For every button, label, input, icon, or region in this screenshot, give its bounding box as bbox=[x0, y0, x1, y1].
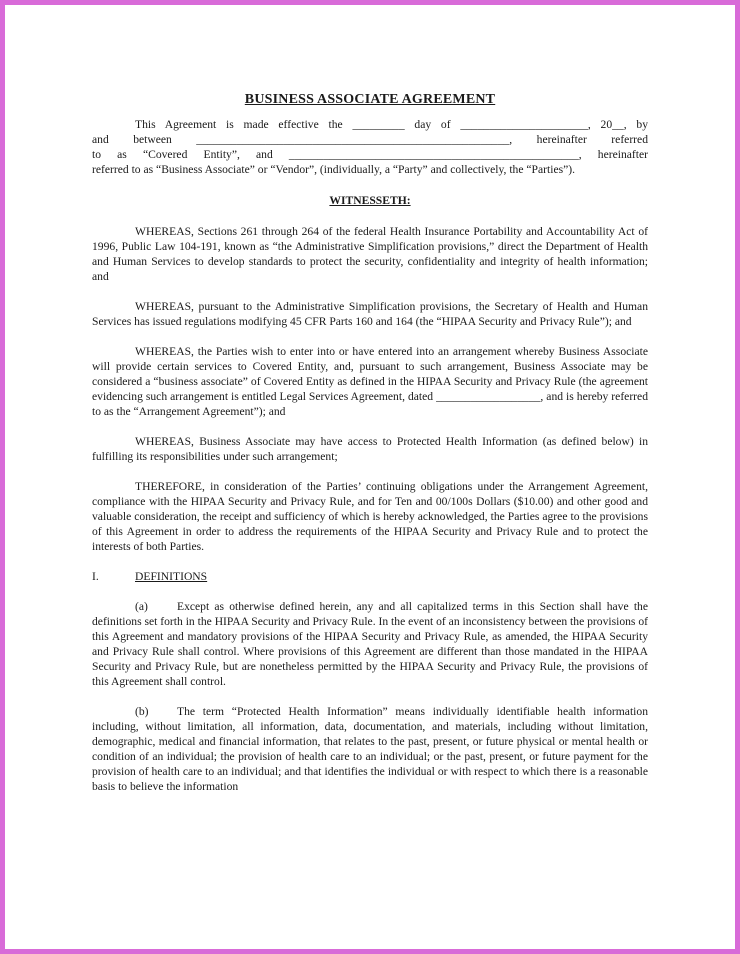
section-heading-definitions bbox=[92, 569, 648, 584]
intro-line-2: and between ______________________________________________________, hereinafter referred bbox=[92, 133, 648, 146]
intro-line-3: to as “Covered Entity”, and __________________________________________________, hereinafter bbox=[92, 148, 648, 161]
therefore-paragraph: THEREFORE, in consideration of the Parties’ continuing obligations under the Arrangement Agreement, compliance with the HIPAA Security and Privacy Rule, and for Ten and 00/100s Dollars ($10.00) and other good and valuable consideration, the receipt and sufficiency of which is hereby acknowledged, the Parties agree to the provisions of this Agreement in order to address the requirements of the HIPAA Security and Privacy Rule and to protect the interests of both Parties. bbox=[92, 480, 648, 553]
definition-b bbox=[92, 704, 648, 794]
definition-a-label: (a) bbox=[135, 600, 148, 613]
whereas-paragraph-1: WHEREAS, Sections 261 through 264 of the federal Health Insurance Portability and Accountability Act of 1996, Public Law 104-191, known as “the Administrative Simplification provisions,” direct the Department of Health and Human Services to develop standards to protect the security, confidentiality and integrity of health information; and bbox=[92, 225, 648, 283]
definition-b-label: (b) bbox=[135, 705, 149, 718]
intro-paragraph bbox=[92, 117, 648, 177]
whereas-paragraph-4: WHEREAS, Business Associate may have access to Protected Health Information (as defined below) in fulfilling its responsibilities under such arrangement; bbox=[92, 435, 648, 463]
document-page bbox=[92, 92, 648, 794]
section-title: DEFINITIONS bbox=[135, 570, 208, 583]
document-title: BUSINESS ASSOCIATE AGREEMENT bbox=[244, 92, 496, 107]
intro-line-4: referred to as “Business Associate” or “Vendor”, (individually, a “Party” and collectively, the “Parties”). bbox=[92, 163, 576, 176]
witnesseth-heading: WITNESSETH: bbox=[329, 194, 411, 207]
definition-a bbox=[92, 599, 648, 689]
whereas-paragraph-3: WHEREAS, the Parties wish to enter into or have entered into an arrangement whereby Business Associate will provide certain services to Covered Entity, and, pursuant to such arrangement, Business Associate may be considered a “business associate” of Covered Entity as defined in the HIPAA Security and Privacy Rule (the agreement evidencing such arrangement is entitled Legal Services Agreement, dated __________________, and is hereby referred to as the “Arrangement Agreement”); and bbox=[92, 345, 648, 418]
intro-line-1: This Agreement is made effective the _________ day of ______________________, 20__, by bbox=[135, 118, 648, 131]
definition-b-text: The term “Protected Health Information” means individually identifiable health information including, without limitation, all information, data, documentation, and materials, including without limitation, demographic, medical and financial information, that relates to the past, present, or future physical or mental health or condition of an individual; the provision of health care to an individual; or the past, present, or future payment for the provision of health care to an individual; and that identifies the individual or with respect to which there is a reasonable basis to believe the information bbox=[92, 705, 648, 793]
definition-a-text: Except as otherwise defined herein, any and all capitalized terms in this Section shall have the definitions set forth in the HIPAA Security and Privacy Rule. In the event of an inconsistency between the provisions of this Agreement and mandatory provisions of the HIPAA Security and Privacy Rule, as amended, the HIPAA Security and Privacy Rule shall control. Where provisions of this Agreement are different than those mandated in the HIPAA Security and Privacy Rule, but are nonetheless permitted by the HIPAA Security and Privacy Rule, the provisions of this Agreement shall control. bbox=[92, 600, 648, 688]
section-number: I. bbox=[92, 570, 99, 583]
whereas-paragraph-2: WHEREAS, pursuant to the Administrative Simplification provisions, the Secretary of Health and Human Services has issued regulations modifying 45 CFR Parts 160 and 164 (the “HIPAA Security and Privacy Rule”); and bbox=[92, 300, 648, 328]
